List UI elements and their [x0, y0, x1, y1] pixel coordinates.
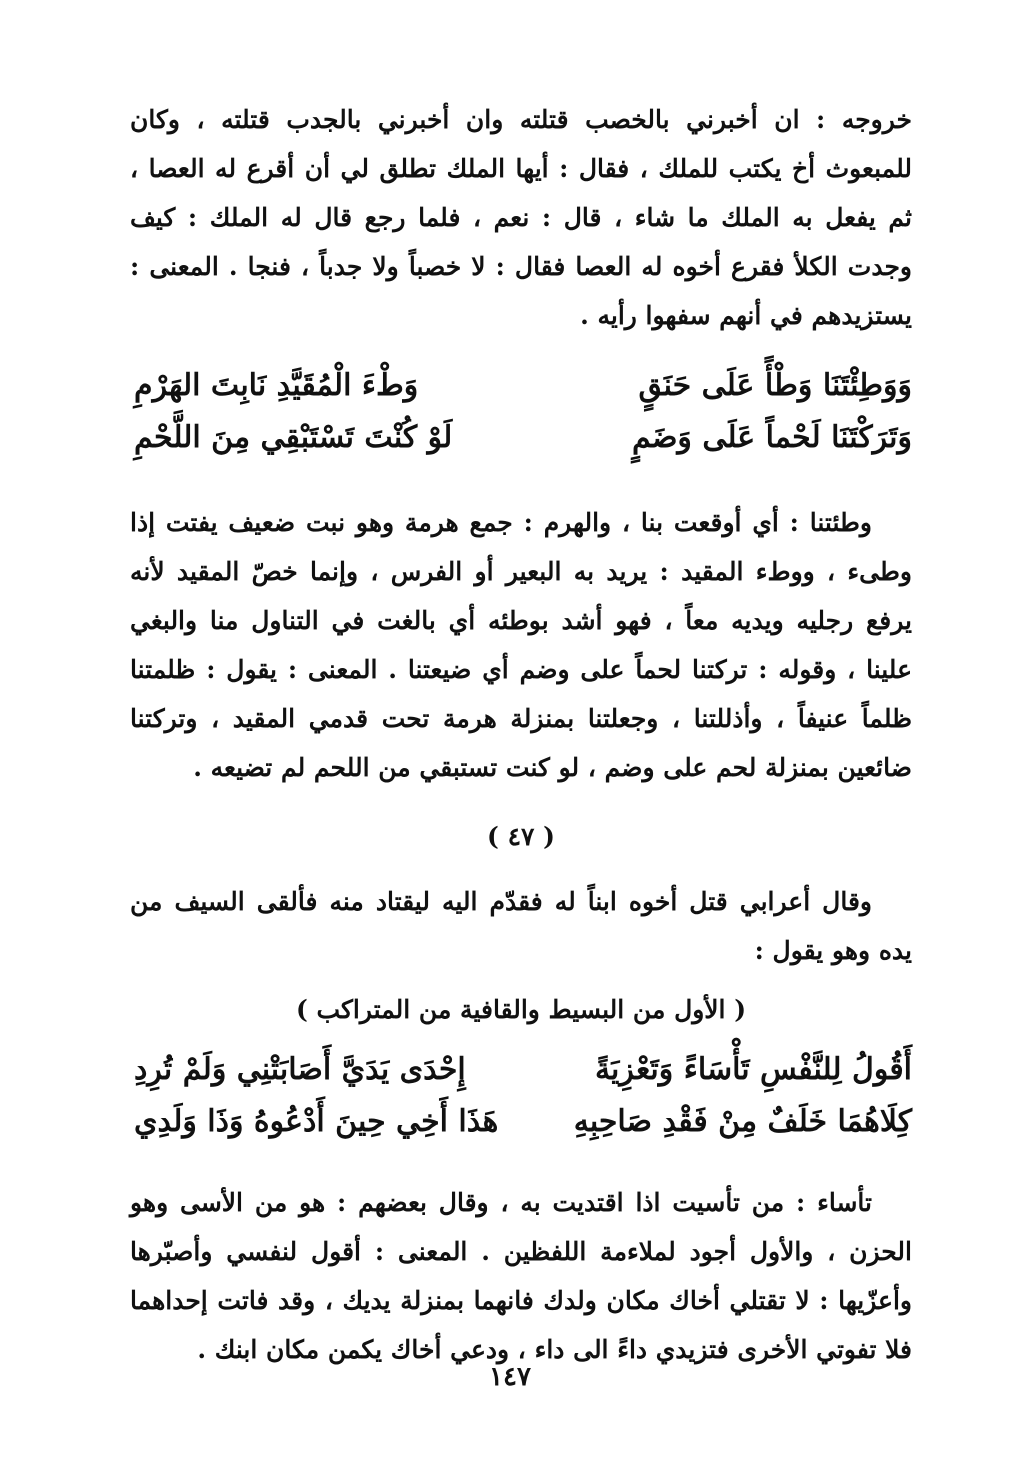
paragraph-commentary: وطئتنا : أي أوقعت بنا ، والهرم : جمع هرمة وهو نبت ضعيف يفتت إذا وطىء ، ووطء المقيد : يريد به البعير أو الفرس ، وإنما خصّ المقيد لأنه يرفع رجليه ويديه معاً ، فهو أشد بوطئه أي بالغت في التناول منا والبغي علينا ، وقوله : تركتنا لحماً على وضم أي ضيعتنا . المعنى : يقول : ظلمتنا ظلماً عنيفاً ، وأذللتنا ، وجعلتنا بمنزلة هرمة تحت قدمي المقيد ، وتركتنا ضائعين بمنزلة لحم على وضم ، لو كنت تستبقي من اللحم لم تضيعه .	[130, 508, 912, 782]
verse-line	[134, 1044, 912, 1096]
verse-first-hemistich: وَوَطِئْتَنَا وَطْأً عَلَى حَنَقٍ	[638, 368, 912, 403]
verse-block-1	[130, 360, 912, 464]
verse-first-hemistich: وَتَرَكْتَنَا لَحْماً عَلَى وَضَمٍ	[631, 420, 912, 455]
paragraph-narrative: وقال أعرابي قتل أخوه ابناً له فقدّم اليه ليقتاد منه فألقى السيف من يده وهو يقول :	[130, 887, 912, 965]
meter-caption: ( الأول من البسيط والقافية من المتراكب )	[295, 995, 747, 1024]
page-number: ١٤٧	[489, 1362, 531, 1392]
section-number: ( ٤٧ )	[487, 822, 555, 851]
verse-second-hemistich: لَوْ كُنْتَ تَسْتَبْقِي مِنَ اللَّحْمِ	[134, 420, 453, 455]
verse-second-hemistich: هَذَا أَخِي حِينَ أَدْعُوهُ وَذَا وَلَدِي	[134, 1104, 499, 1139]
paragraph-intro: خروجه : ان أخبرني بالخصب قتلته وان أخبرني بالجدب قتلته ، وكان للمبعوث أخ يكتب للملك ، فقال : أيها الملك تطلق لي أن أقرع له العصا ، ثم يفعل به الملك ما شاء ، قال : نعم ، فلما رجع قال له الملك : كيف وجدت الكلأ فقرع أخوه له العصا فقال : لا خصباً ولا جدباً ، فنجا . المعنى : يستزيدهم في أنهم سفهوا رأيه .	[130, 105, 912, 330]
verse-line	[134, 412, 912, 464]
verse-second-hemistich: إِحْدَى يَدَيَّ أَصَابَتْنِي وَلَمْ تُرِدِ	[134, 1052, 466, 1087]
verse-line	[134, 360, 912, 412]
paragraph-explanation: تأساء : من تأسيت اذا اقتديت به ، وقال بعضهم : هو من الأسى وهو الحزن ، والأول أجود لملاءمة اللفظين . المعنى : أقول لنفسي وأصبّرها وأعزّيها : لا تقتلي أخاك مكان ولدك فانهما بمنزلة يديك ، وقد فاتت إحداهما فلا تفوتي الأخرى فتزيدي داءً الى داء ، ودعي أخاك يكمن مكان ابنك .	[130, 1188, 912, 1364]
verse-first-hemistich: كِلَاهُمَا خَلَفٌ مِنْ فَقْدِ صَاحِبِهِ	[573, 1104, 912, 1139]
verse-first-hemistich: أَقُولُ لِلنَّفْسِ تَأْسَاءً وَتَعْزِيَةً	[594, 1052, 912, 1087]
verse-second-hemistich: وَطْءَ الْمُقَيَّدِ نَابِتَ الهَرْمِ	[134, 368, 419, 403]
verse-block-2	[130, 1044, 912, 1148]
verse-line	[134, 1096, 912, 1148]
